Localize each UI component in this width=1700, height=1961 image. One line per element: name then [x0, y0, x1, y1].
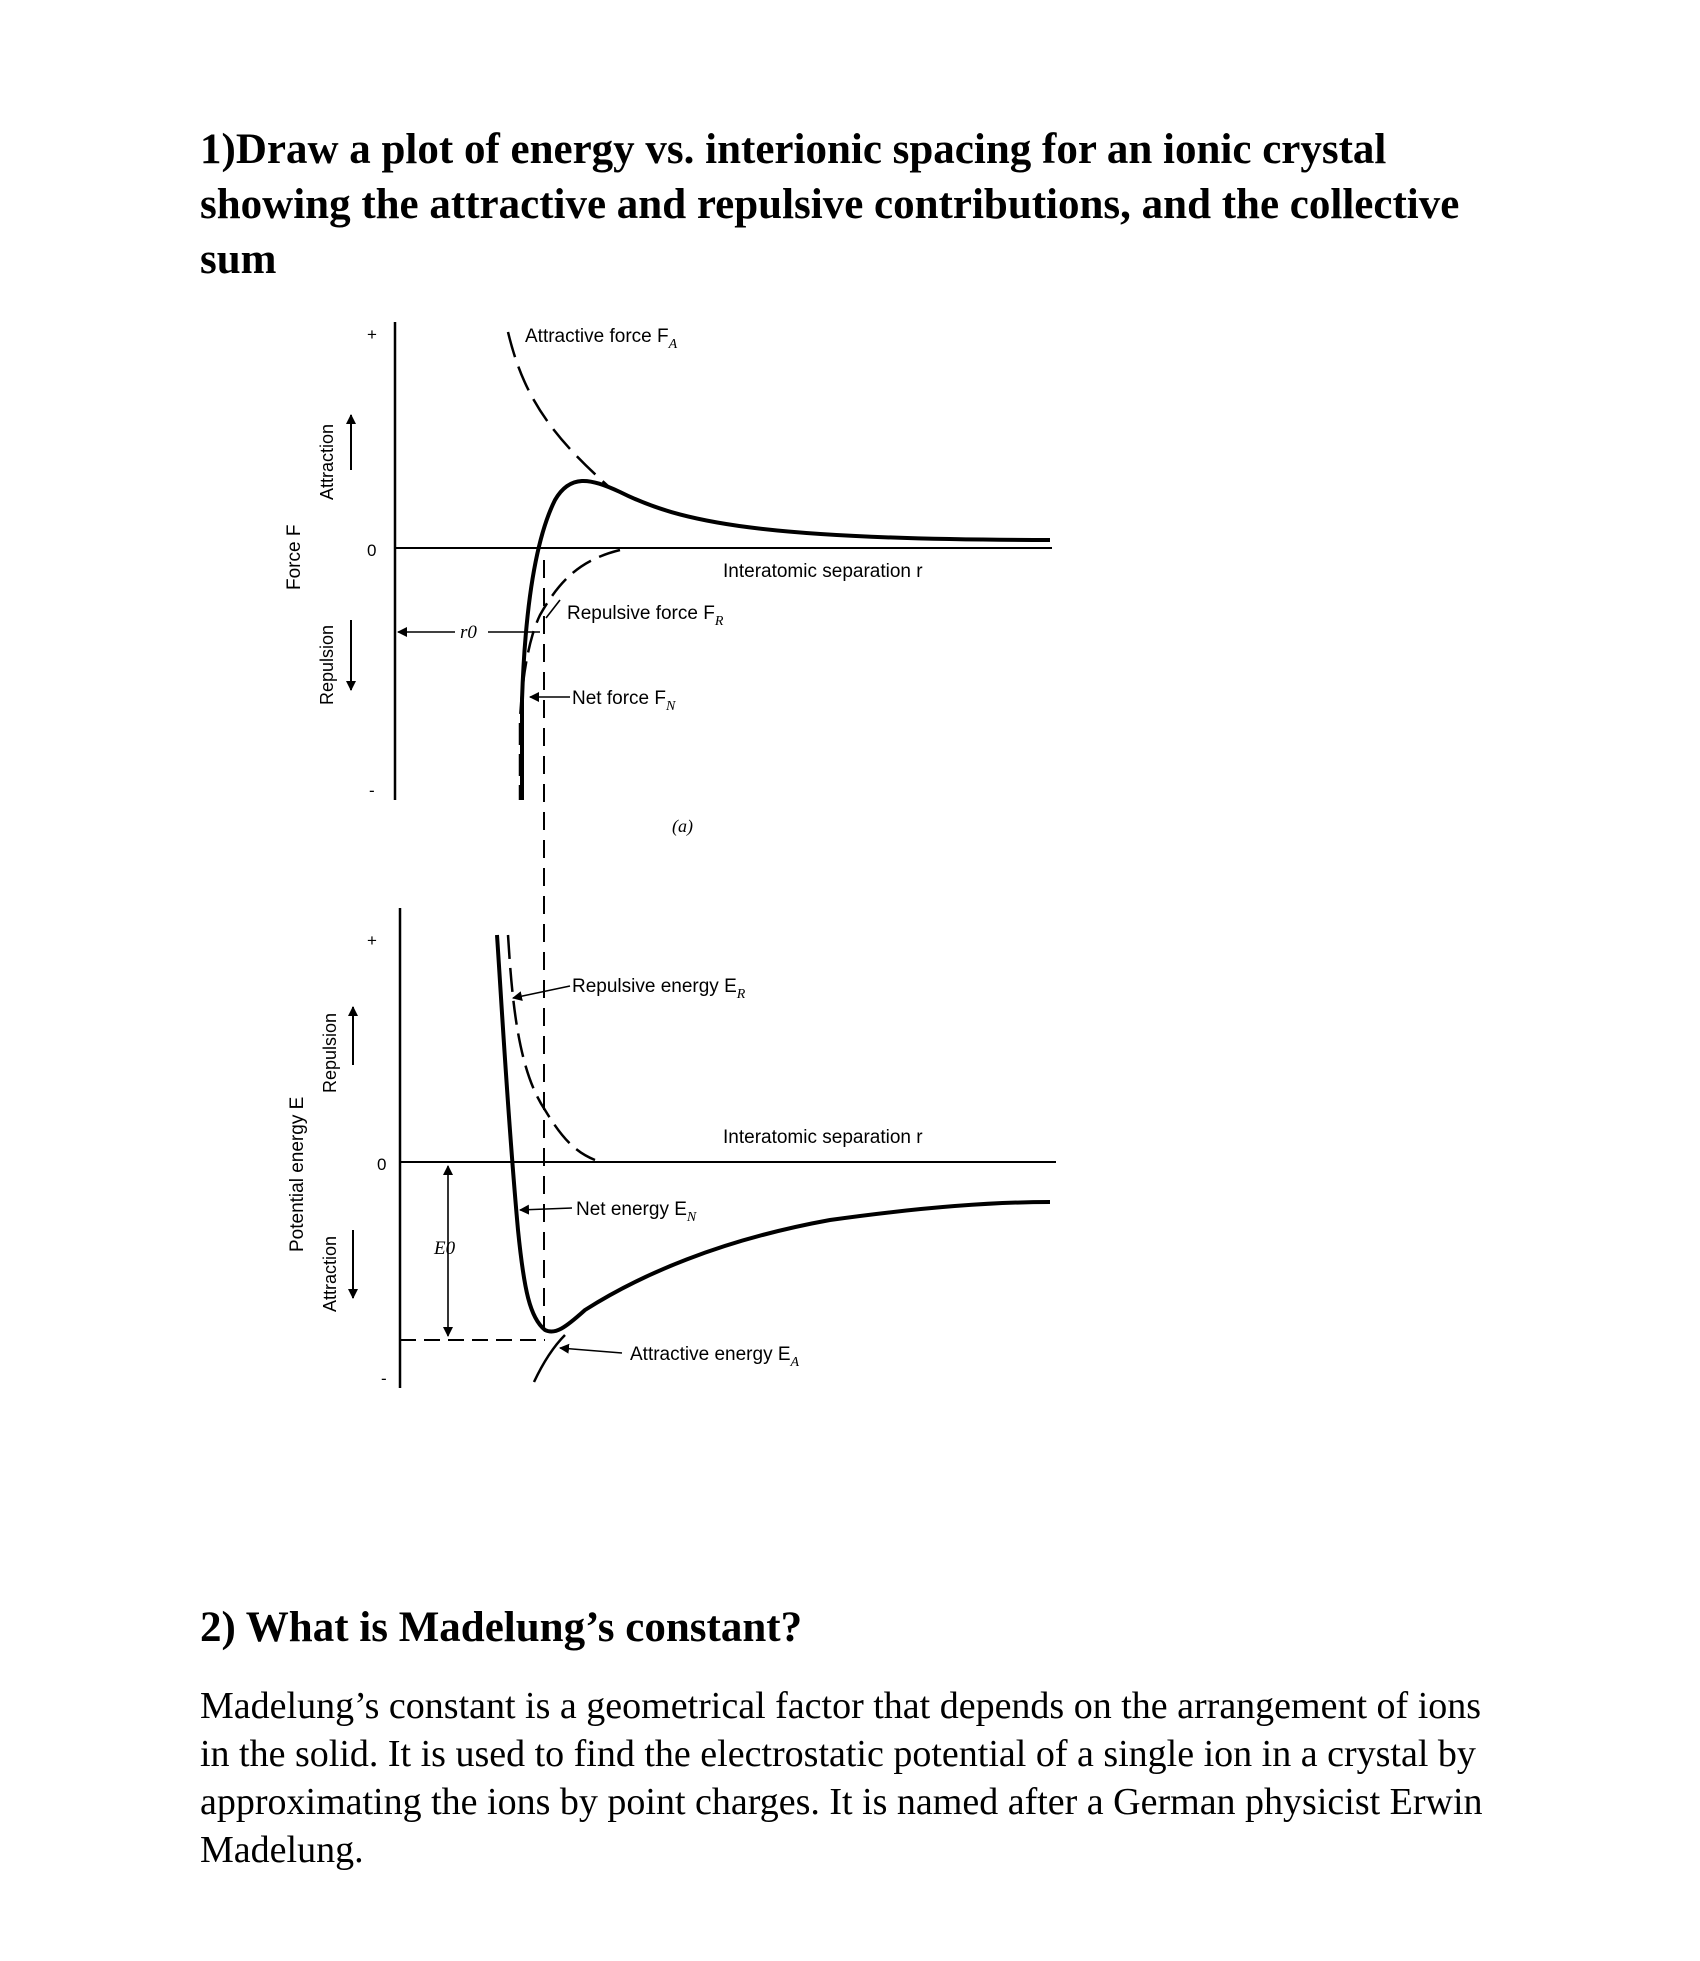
force-repulsion-label: Repulsion [317, 624, 337, 705]
attractive-force-curve [508, 332, 608, 486]
answer-2-paragraph: Madelung’s constant is a geometrical factor that depends on the arrangement of ions in the solid. It is used to find the electrostatic potential of a single ion in a crystal by approximating the ions by point charges. It is named after a German physicist Erwin Madelung. [200, 1685, 1483, 1871]
repulsive-force-curve [520, 550, 620, 800]
e0-label: E0 [434, 1238, 456, 1259]
attractive-energy-curve [534, 1335, 565, 1382]
net-force-label: Net force $F_N$ [572, 688, 676, 714]
net-energy-pointer-icon [520, 1208, 572, 1210]
question-2-heading: 2) What is Madelung’s constant? [200, 1604, 803, 1651]
attractive-energy-pointer-icon [560, 1348, 622, 1353]
net-energy-label: Net energy $E_N$ [576, 1199, 697, 1225]
energy-x-axis-label: Interatomic separation r [723, 1127, 923, 1148]
force-tick-plus: + [367, 325, 377, 344]
energy-y-axis-label: Potential energy E [287, 1096, 308, 1252]
force-y-axis-label: Force F [284, 524, 305, 590]
repulsive-force-pointer [546, 600, 560, 618]
repulsive-energy-curve [508, 935, 595, 1160]
attractive-energy-label: Attractive energy $E_A$ [630, 1344, 800, 1370]
energy-attraction-label: Attraction [320, 1235, 340, 1312]
energy-tick-zero: 0 [377, 1155, 387, 1174]
energy-tick-plus: + [367, 931, 377, 950]
attractive-force-label: Attractive force $F_A$ [525, 326, 678, 352]
panel-label-a: (a) [672, 816, 693, 836]
force-x-axis-label: Interatomic separation r [723, 561, 923, 582]
r0-label: r0 [460, 622, 477, 643]
force-tick-minus: - [369, 781, 375, 800]
energy-tick-minus: - [381, 1369, 387, 1388]
energy-plot [287, 908, 1056, 1388]
net-force-curve [522, 481, 1050, 800]
repulsive-force-label: Repulsive force $F_R$ [567, 603, 724, 629]
force-attraction-label: Attraction [317, 423, 337, 500]
force-tick-zero: 0 [367, 541, 377, 560]
energy-repulsion-label: Repulsion [320, 1012, 340, 1093]
repulsive-energy-label: Repulsive energy $E_R$ [572, 976, 746, 1002]
question-1-heading: 1)Draw a plot of energy vs. interionic spacing for an ionic crystal showing the attractive and repulsive contributions, and the collective sum [200, 126, 1460, 283]
repulsive-energy-pointer-icon [513, 986, 570, 998]
